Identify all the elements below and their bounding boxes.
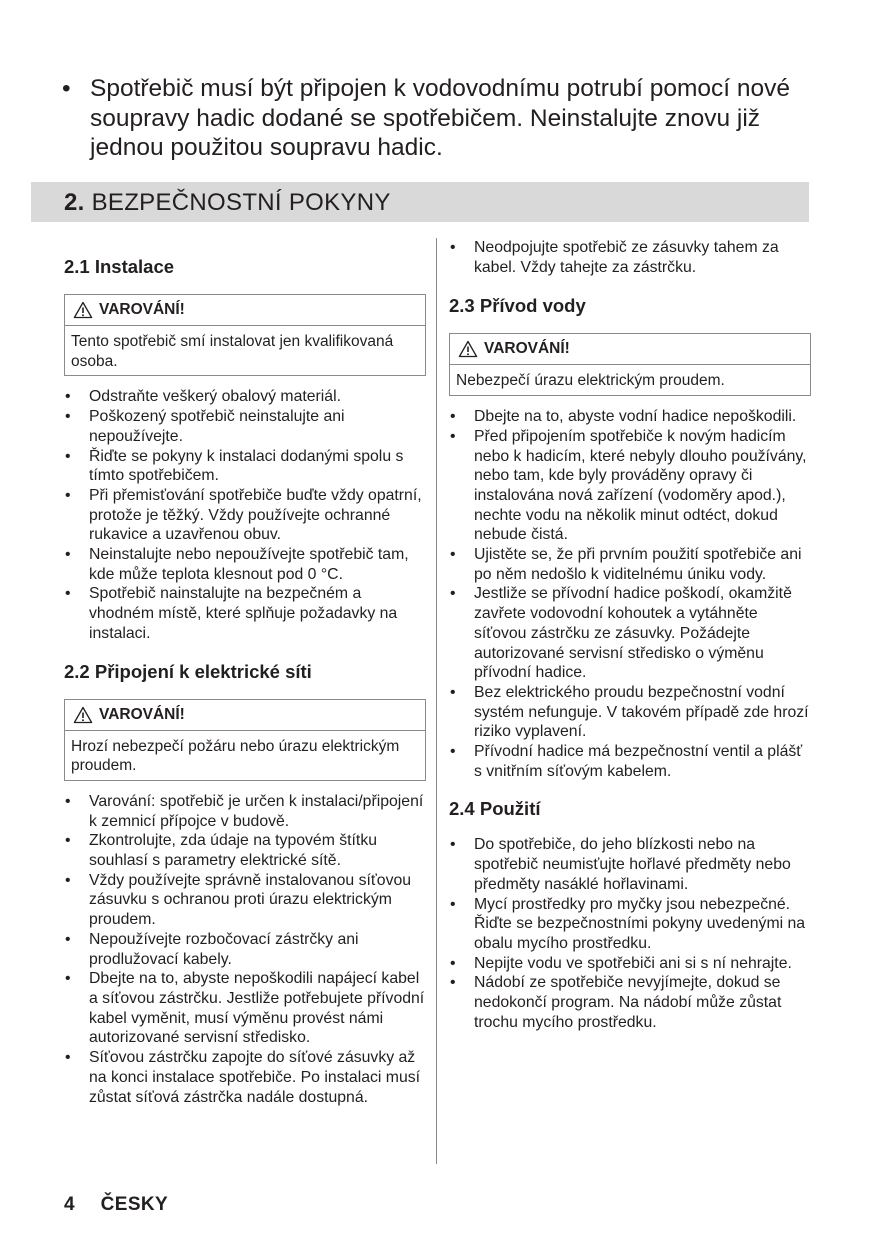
list-item: • Ujistěte se, že při prvním použití spotřebiče ani po něm nedošlo k viditelnému úniku vody. xyxy=(449,545,811,584)
page-footer xyxy=(64,1194,168,1216)
warning-label: VAROVÁNÍ! xyxy=(99,705,185,723)
list-item: • Při přemisťování spotřebiče buďte vždy opatrní, protože je těžký. Vždy používejte ochranné rukavice a uzavřenou obuv. xyxy=(64,486,426,545)
section-title-text: BEZPEČNOSTNÍ POKYNY xyxy=(91,189,391,216)
warning-label: VAROVÁNÍ! xyxy=(99,301,185,318)
list-item: • Spotřebič nainstalujte na bezpečném a vhodném místě, které splňuje požadavky na instalaci. xyxy=(64,584,426,643)
intro-list xyxy=(62,74,822,163)
warning-triangle-icon xyxy=(458,340,478,358)
installation-warning-box xyxy=(64,294,426,376)
list-item: • Odstraňte veškerý obalový materiál. xyxy=(64,387,426,407)
electrical-warning-box xyxy=(64,699,426,781)
list-item: • Řiďte se pokyny k instalaci dodanými spolu s tímto spotřebičem. xyxy=(64,447,426,486)
installation-list xyxy=(64,387,426,643)
list-item: • Neinstalujte nebo nepoužívejte spotřebič tam, kde může teplota klesnout pod 0 °C. xyxy=(64,545,426,584)
warning-text: Nebezpečí úrazu elektrickým proudem. xyxy=(456,372,725,390)
section-number: 2. xyxy=(64,189,85,216)
warning-header xyxy=(65,700,425,731)
warning-text: Hrozí nebezpečí požáru nebo úrazu elektrickým proudem. xyxy=(71,737,400,775)
usage-heading: 2.4 Použití xyxy=(449,798,541,820)
right-column xyxy=(449,236,811,1033)
list-item: • Nepijte vodu ve spotřebiči ani si s ní nehrajte. xyxy=(449,954,811,974)
page-number: 4 xyxy=(64,1194,75,1215)
list-item: • Nádobí ze spotřebiče nevyjímejte, dokud se nedokončí program. Na nádobí může zůstat trochu mycího prostředku. xyxy=(449,973,811,1032)
left-column xyxy=(64,236,426,1107)
warning-triangle-icon xyxy=(73,706,93,724)
list-item: • Bez elektrického proudu bezpečnostní vodní systém nefunguje. V takovém případě zde hrozí riziko vyplavení. xyxy=(449,683,811,742)
water-list xyxy=(449,407,811,781)
column-divider xyxy=(436,238,437,1164)
warning-label: VAROVÁNÍ! xyxy=(484,340,570,358)
warning-header xyxy=(65,295,425,326)
electrical-heading: 2.2 Připojení k elektrické síti xyxy=(64,660,312,682)
warning-header xyxy=(450,334,810,365)
list-item: • Zkontrolujte, zda údaje na typovém štítku souhlasí s parametry elektrické sítě. xyxy=(64,831,426,870)
electrical-list-continued xyxy=(449,238,811,277)
list-item: • Varování: spotřebič je určen k instalaci/připojení k zemnicí přípojce v budově. xyxy=(64,792,426,831)
list-item: • Dbejte na to, abyste nepoškodili napájecí kabel a síťovou zástrčku. Jestliže potřebujete přívodní kabel vyměnit, musí výměnu provést námi autorizované servisní středisko. xyxy=(64,969,426,1048)
list-item: • Nepoužívejte rozbočovací zástrčky ani prodlužovací kabely. xyxy=(64,930,426,969)
electrical-list xyxy=(64,792,426,1107)
list-item: • Do spotřebiče, do jeho blízkosti nebo na spotřebič neumisťujte hořlavé předměty nebo předměty nasáklé hořlavinami. xyxy=(449,835,811,894)
list-item: • Přívodní hadice má bezpečnostní ventil a plášť s vnitřním síťovým kabelem. xyxy=(449,742,811,781)
list-item: • Dbejte na to, abyste vodní hadice nepoškodili. xyxy=(449,407,811,427)
warning-text: Tento spotřebič smí instalovat jen kvalifikovaná osoba. xyxy=(71,333,394,370)
list-item: • Poškozený spotřebič neinstalujte ani nepoužívejte. xyxy=(64,407,426,446)
water-heading: 2.3 Přívod vody xyxy=(449,295,586,317)
list-item: • Mycí prostředky pro myčky jsou nebezpečné. Řiďte se bezpečnostními pokyny uvedenými na obalu mycího prostředku. xyxy=(449,895,811,954)
installation-heading: 2.1 Instalace xyxy=(64,256,175,277)
section-title xyxy=(64,189,391,217)
list-item: • Jestliže se přívodní hadice poškodí, okamžitě zavřete vodovodní kohoutek a vytáhněte síťovou zástrčku ze zásuvky. Požádejte autorizované servisní středisko o výměnu přívodní hadice. xyxy=(449,584,811,683)
list-item: • Před připojením spotřebiče k novým hadicím nebo k hadicím, které nebyly dlouho používány, nebo tam, kde byly prováděny opravy či instalována nová zařízení (vodoměry apod.), nechte vodu na několik minut odtéct, dokud nebude čistá. xyxy=(449,427,811,545)
water-warning-box xyxy=(449,333,811,396)
intro-bullet: • Spotřebič musí být připojen k vodovodnímu potrubí pomocí nové soupravy hadic dodané se spotřebičem. Neinstalujte znovu již jednou použitou soupravu hadic. xyxy=(62,74,822,163)
list-item: • Neodpojujte spotřebič ze zásuvky tahem za kabel. Vždy tahejte za zástrčku. xyxy=(449,238,811,277)
language-label: ČESKY xyxy=(100,1194,169,1215)
section-header xyxy=(31,182,809,222)
list-item: • Síťovou zástrčku zapojte do síťové zásuvky až na konci instalace spotřebiče. Po instalaci musí zůstat síťová zástrčka nadále dostupná. xyxy=(64,1048,426,1107)
list-item: • Vždy používejte správně instalovanou síťovou zásuvku s ochranou proti úrazu elektrickým proudem. xyxy=(64,871,426,930)
warning-triangle-icon xyxy=(73,301,93,319)
usage-list xyxy=(449,835,811,1032)
